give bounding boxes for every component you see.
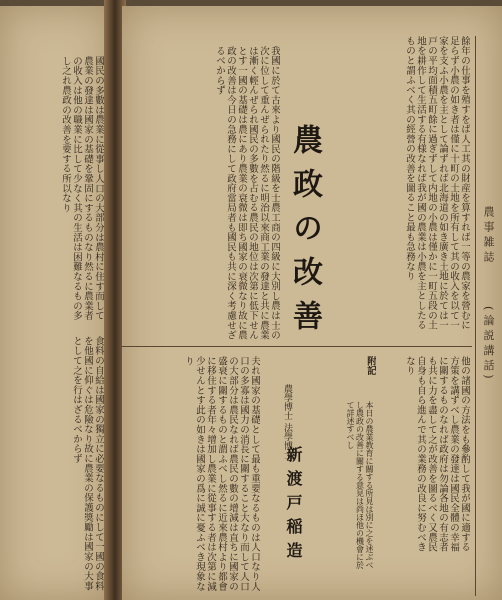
running-header-subtitle: (論説講話) xyxy=(482,306,495,383)
left-page xyxy=(0,6,112,600)
author-name: 新渡戸稲造 xyxy=(284,446,303,566)
lower-right-text-block: 他の諸國の方法をも參酌して我が國に適する方策を講ずべし農業の發達は國民全體の幸福に關するものなれば政府は勿論各地の有志者も共に力を盡して之が改善を圖るべく又農民自身も自ら進んで其の業務の改良に努むべきなり xyxy=(404,356,470,552)
upper-right-text-block: 餘年の仕事を殖すをば人工其の財産を算すれば一等の農家を營むに足らず小農の如き者は僅に十町の土地を所有して其の收入を以て一家を支ふ小農を主として論ずれば北海道の如き廣き土地に於ては一戸の平均面積五町餘に過ぎずして内地の小農は僅かに一町五段の土地を耕作して生活する有様なれば我が國の農業は小農を主としたるものと謂ふべく其の經營の改善を圖ること最も急務なり xyxy=(404,36,470,330)
note-text: 本日の農業教育に關する所見は別に之を述ぶべし農政の改善に關する意見は尚ほ他の機會に於て詳述すべし xyxy=(346,401,374,569)
lower-main-text-block: 夫れ國家の基礎として最も重要なるものは人口なり人口の多寡は國力の消長に關すること大なり而して人口の大部分は農民なれば農民の數の增減は直ちに國家の盛衰に關するものと謂ふべし然るに近來農村より都會に移住する者年々增加し農業に從事する者は次第に減少せんとす此の如きは國家の爲に誠に憂ふべき現象なり xyxy=(183,356,260,592)
author-degrees: 農學博士 法學博士 xyxy=(282,384,292,459)
right-page xyxy=(122,6,502,600)
left-page-lower-text: 食料の自給は國家の獨立に必要なるものにして一國の食料を他國に仰ぐは危險なり故に農業の保護獎勵は國家の大事として之を行はざるべからず xyxy=(71,336,104,591)
header-rule xyxy=(475,36,476,596)
main-text-block: 我國に於て古來より國民の階級を士農工商の四級に大別し農は士の次に位して重んぜられたり然るに明治以來商工業の發達と共に農業は漸く輕んぜられ國民の多數を占むる農民の地位は次第に低下せんとす一國の基礎は農にあり農業の衰微は即ち國家の衰微なり故に農政の改善は今日の急務にして政府當局者も國民も共に深く考慮せざるべからず xyxy=(214,46,280,340)
article-title: 農政の改善 xyxy=(287,124,322,344)
note-label: 附記 xyxy=(365,356,376,376)
running-header: 農事雑誌 xyxy=(482,206,495,266)
left-page-upper-text: 國民の多數は農業に從事し人口の大部分は農村に住す而して農業の發達は國家の基礎を鞏固にするものなり然るに農業者の收入は他の職業に比して少なく其の生活は困難なるもの多し之れ農政の改善を要する所以なり xyxy=(60,56,104,321)
section-rule xyxy=(122,346,472,347)
